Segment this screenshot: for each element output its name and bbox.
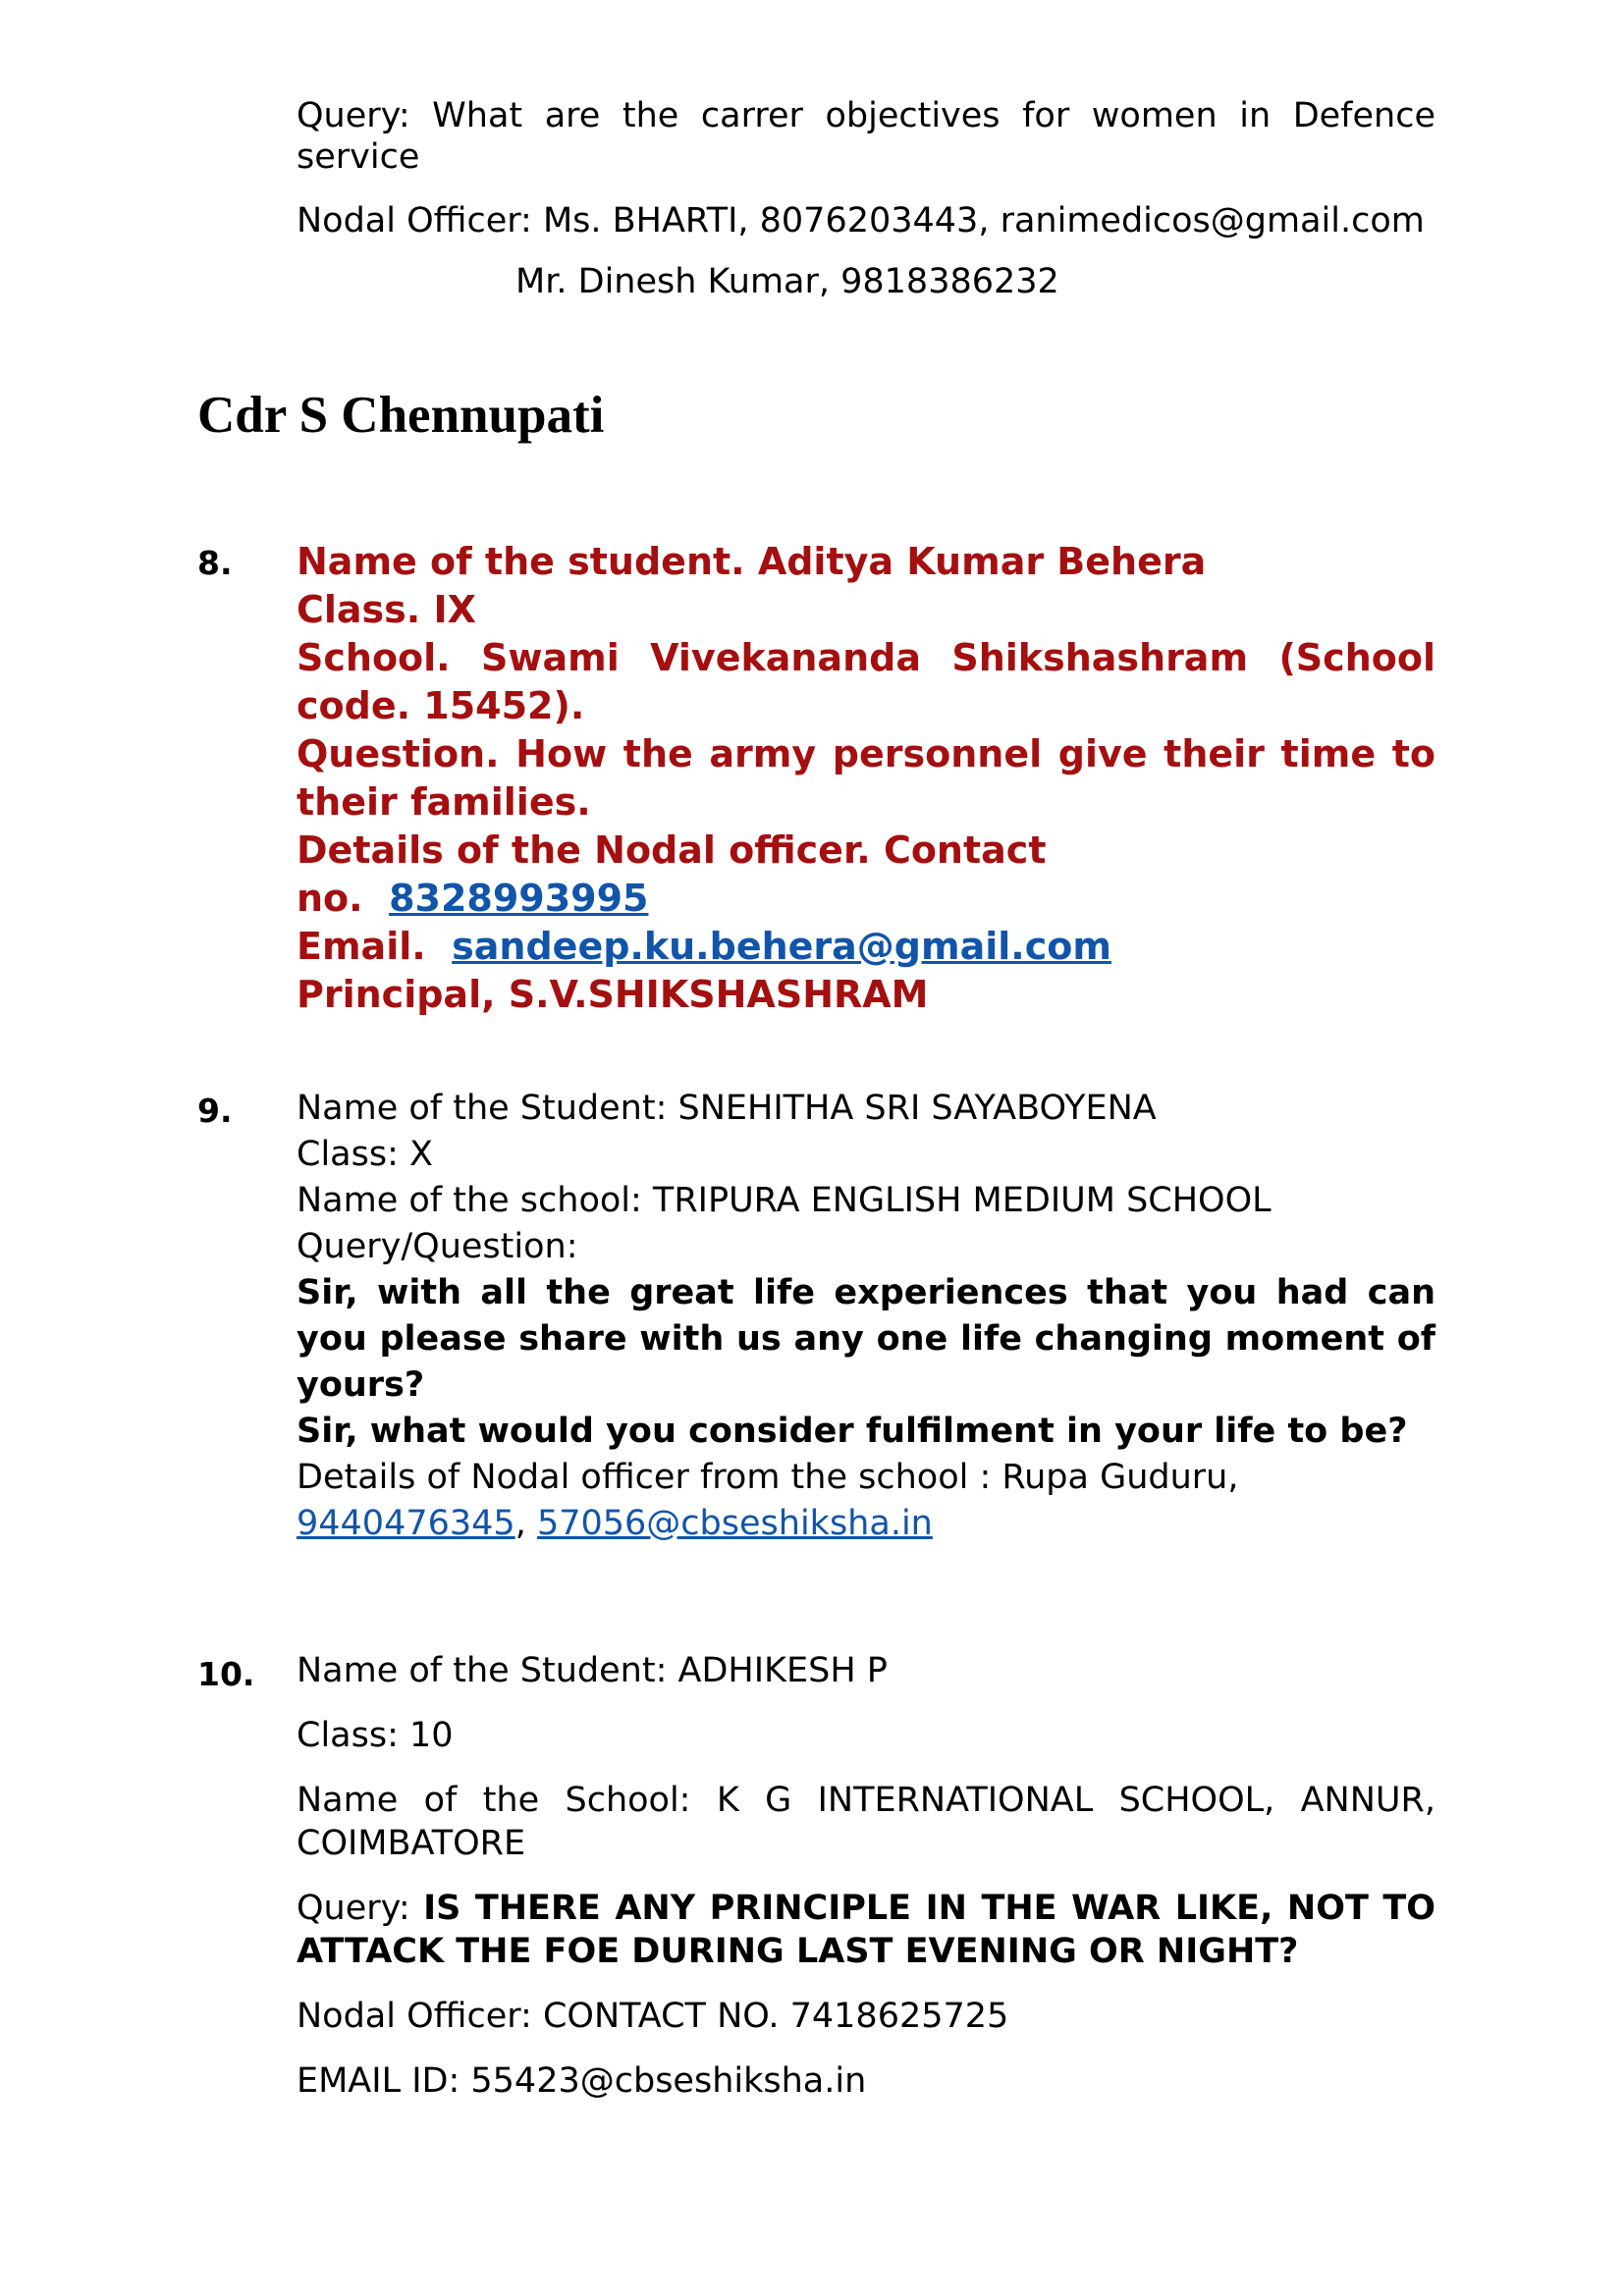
item8-principal: Principal, S.V.SHIKSHASHRAM [297,973,929,1016]
item9-contact: 9440476345, 57056@cbseshiksha.in [297,1504,933,1543]
top-nodal-officer-2: Mr. Dinesh Kumar, 9818386232 [515,262,1059,301]
section-heading: Cdr S Chennupati [197,387,605,444]
top-query: Query: What are the carrer objectives for women in Defence service [297,96,1435,177]
item9-class: Class: X [297,1135,433,1174]
item9-question-1: Sir, with all the great life experiences that you had can you please share with us any one life changing moment of yours? [297,1273,1435,1405]
item8-phone-link[interactable]: 8328993995 [389,877,649,920]
item9-school: Name of the school: TRIPURA ENGLISH MEDIUM SCHOOL [297,1181,1272,1220]
item8-student: Name of the student. Aditya Kumar Behera [297,540,1207,583]
item9-nodal: Details of Nodal officer from the school : Rupa Guduru, [297,1458,1239,1497]
item9-block [297,1086,1435,1547]
item10-nodal: Nodal Officer: CONTACT NO. 7418625725 [297,1997,1009,2036]
item10-student: Name of the Student: ADHIKESH P [297,1651,888,1690]
item-number-10: 10. [197,1655,255,1693]
item8-school: School. Swami Vivekananda Shikshashram (School code. 15452). [297,636,1435,727]
item9-email-link[interactable]: 57056@cbseshiksha.in [536,1504,933,1543]
item-number-9: 9. [197,1092,233,1130]
item9-query-label: Query/Question: [297,1227,578,1266]
item8-details: Details of the Nodal officer. Contact [297,828,1047,872]
item8-class: Class. IX [297,588,476,631]
item8-contact: no. 8328993995 [297,877,649,920]
item9-student: Name of the Student: SNEHITHA SRI SAYABOYENA [297,1089,1157,1128]
item9-question-2: Sir, what would you consider fulfilment in your life to be? [297,1412,1408,1451]
item10-class: Class: 10 [297,1716,454,1755]
item8-question: Question. How the army personnel give their time to their families. [297,732,1435,824]
item9-phone-link[interactable]: 9440476345 [297,1504,515,1543]
item10-block [297,1649,1435,2103]
item-number-8: 8. [197,544,233,582]
item8-email: Email. sandeep.ku.behera@gmail.com [297,925,1111,968]
item10-query-text: IS THERE ANY PRINCIPLE IN THE WAR LIKE, NOT TO ATTACK THE FOE DURING LAST EVENING OR NIGHT? [297,1889,1435,1971]
item8-block [297,538,1435,1019]
item8-email-link[interactable]: sandeep.ku.behera@gmail.com [452,925,1111,968]
item10-school: Name of the School: K G INTERNATIONAL SCHOOL, ANNUR, COIMBATORE [297,1781,1435,1863]
item10-query: Query: IS THERE ANY PRINCIPLE IN THE WAR LIKE, NOT TO ATTACK THE FOE DURING LAST EVENING OR NIGHT? [297,1889,1435,1971]
item10-email: EMAIL ID: 55423@cbseshiksha.in [297,2061,867,2101]
top-nodal-officer: Nodal Officer: Ms. BHARTI, 8076203443, ranimedicos@gmail.com [297,201,1425,240]
